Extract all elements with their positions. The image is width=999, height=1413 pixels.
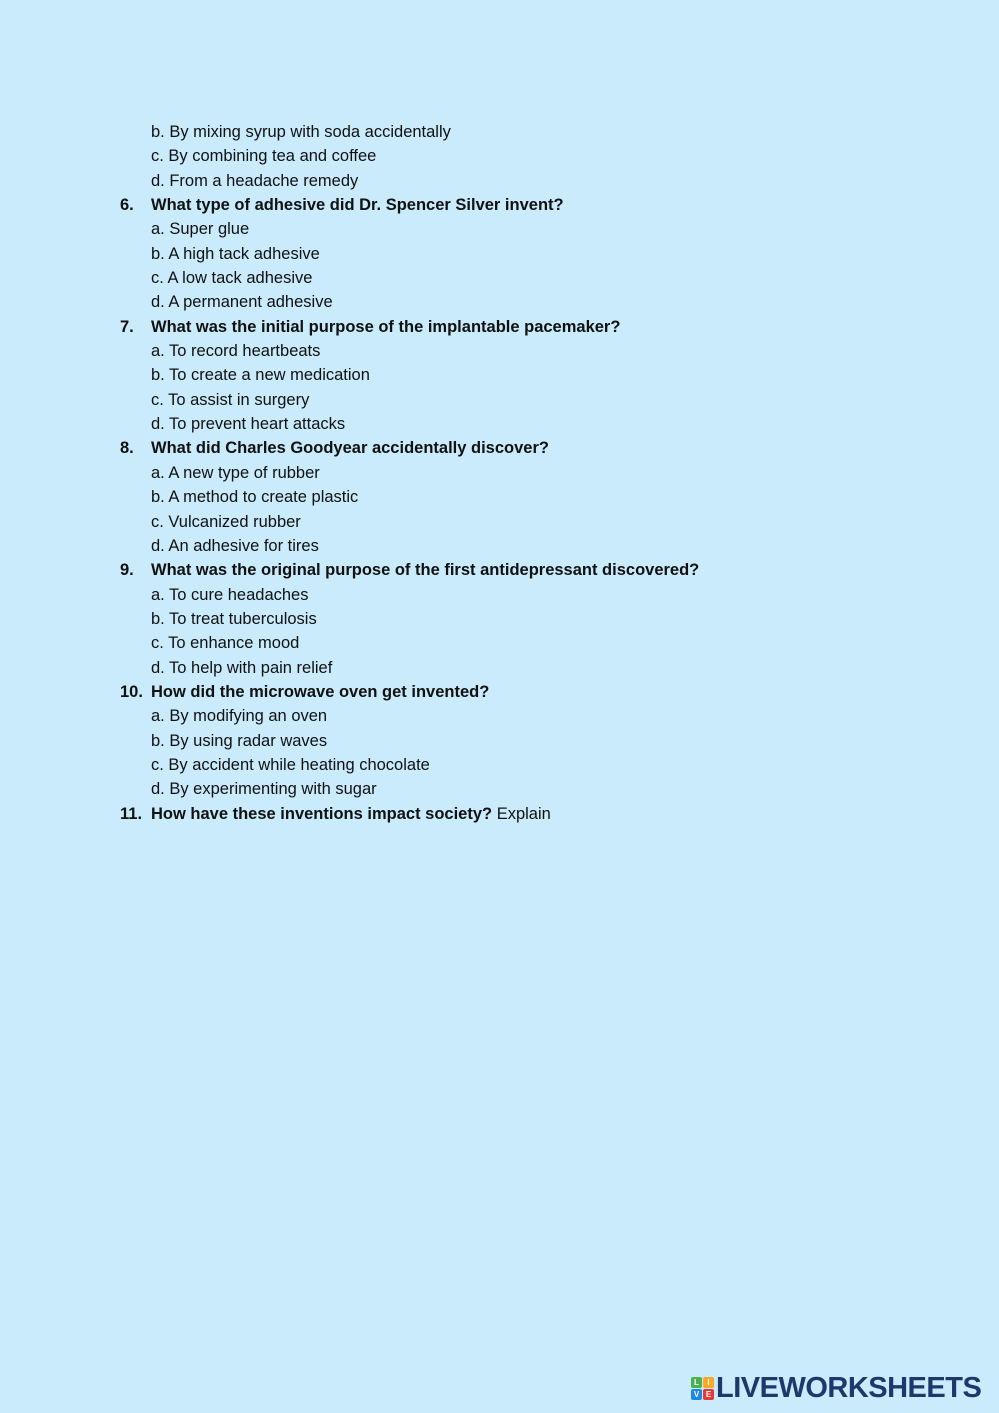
option-10d: d. By experimenting with sugar (151, 780, 377, 799)
question-suffix: Explain (492, 804, 551, 823)
option-10a: a. By modifying an oven (151, 707, 328, 726)
option-10b: b. By using radar waves (151, 731, 328, 750)
question-8 (120, 436, 880, 460)
question-number: 10. (120, 682, 143, 701)
question-number: 9. (120, 561, 134, 580)
option-5d: d. From a headache remedy (151, 171, 359, 190)
question-number: 7. (120, 317, 134, 336)
option-5b: b. By mixing syrup with soda accidentally (151, 123, 451, 141)
logo-letter-v: V (691, 1389, 702, 1400)
question-9 (120, 558, 880, 582)
logo-letter-i: I (703, 1377, 714, 1388)
option-9c: c. To enhance mood (151, 634, 300, 653)
logo-icon (691, 1377, 714, 1400)
question-text: What did Charles Goodyear accidentally discover? (151, 439, 549, 458)
option-6b: b. A high tack adhesive (151, 244, 320, 263)
option-10c: c. By accident while heating chocolate (151, 755, 430, 774)
option-6a: a. Super glue (151, 220, 250, 239)
option-9b: b. To treat tuberculosis (151, 609, 317, 628)
question-text: How did the microwave oven get invented? (151, 682, 490, 701)
question-7 (120, 315, 880, 339)
option-6c: c. A low tack adhesive (151, 269, 313, 288)
question-text: What type of adhesive did Dr. Spencer Silver invent? (151, 196, 564, 215)
question-number: 8. (120, 439, 134, 458)
question-text-bold: How have these inventions impact society? (151, 804, 493, 823)
option-8c: c. Vulcanized rubber (151, 512, 301, 531)
logo-letter-e: E (703, 1389, 714, 1400)
question-6 (120, 193, 880, 217)
question-text: What was the original purpose of the first antidepressant discovered? (151, 561, 700, 580)
question-list (120, 120, 880, 826)
logo-letter-l: L (691, 1377, 702, 1388)
liveworksheets-logo (691, 1373, 981, 1403)
question-10 (120, 680, 880, 704)
option-6d: d. A permanent adhesive (151, 293, 333, 312)
option-7b: b. To create a new medication (151, 366, 370, 385)
option-9d: d. To help with pain relief (151, 658, 333, 677)
question-number: 11. (120, 804, 143, 823)
option-8d: d. An adhesive for tires (151, 536, 319, 555)
option-7d: d. To prevent heart attacks (151, 415, 346, 434)
question-11 (120, 802, 880, 826)
option-8b: b. A method to create plastic (151, 488, 359, 507)
question-text: What was the initial purpose of the implantable pacemaker? (151, 317, 621, 336)
option-8a: a. A new type of rubber (151, 463, 320, 482)
question-number: 6. (120, 196, 134, 215)
question-text (151, 802, 551, 826)
option-7a: a. To record heartbeats (151, 342, 321, 361)
option-5c: c. By combining tea and coffee (151, 147, 377, 166)
option-7c: c. To assist in surgery (151, 390, 310, 409)
option-9a: a. To cure headaches (151, 585, 309, 604)
logo-text: LIVEWORKSHEETS (716, 1372, 982, 1404)
